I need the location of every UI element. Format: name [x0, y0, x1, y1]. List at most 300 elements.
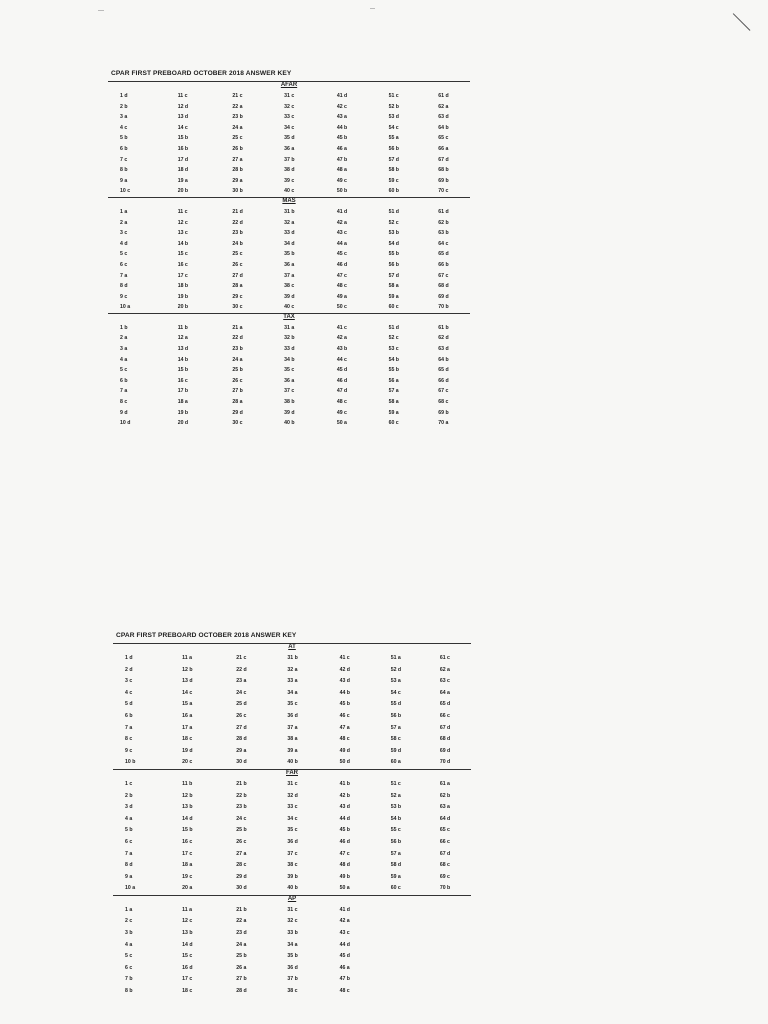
answer-entry: 37 a — [284, 272, 295, 279]
answer-entry: 70 c — [438, 188, 449, 195]
answer-entry: 31 b — [287, 655, 298, 661]
answer-entry: 8 c — [125, 736, 133, 743]
answer-entry: 54 b — [390, 815, 402, 822]
section-title: TAX — [283, 313, 295, 320]
answer-entry: 21 d — [232, 208, 243, 215]
answer-entry: 45 b — [336, 135, 348, 142]
answer-entry: 66 b — [438, 261, 449, 268]
answer-entry: 15 b — [177, 367, 189, 374]
answer-entry: 25 b — [236, 953, 247, 960]
answer-entry: 53 a — [390, 678, 401, 685]
answer-entry: 51 a — [390, 655, 401, 661]
answer-entry: 69 d — [439, 747, 451, 754]
answer-entry: 5 c — [120, 367, 128, 374]
answer-entry: 32 d — [287, 792, 298, 799]
answer-entry: 50 d — [339, 759, 350, 766]
answer-entry: 50 b — [336, 188, 348, 195]
answer-column — [369, 905, 420, 998]
answer-entry: 2 a — [120, 219, 128, 226]
section-header — [108, 81, 470, 91]
answer-entry: 24 a — [236, 941, 247, 948]
answer-entry: 42 a — [339, 918, 350, 925]
answer-entry: 47 b — [336, 156, 348, 163]
answer-grid — [113, 905, 471, 998]
answer-entry: 37 a — [287, 724, 298, 731]
answer-entry: 22 b — [236, 792, 247, 799]
answer-column — [266, 779, 317, 895]
answer-entry: 8 b — [125, 988, 133, 995]
answer-entry: 60 a — [390, 759, 401, 766]
answer-entry: 4 a — [125, 815, 133, 822]
answer-entry: 12 a — [177, 335, 188, 342]
answer-entry: 42 d — [339, 666, 350, 673]
answer-entry: 44 d — [339, 815, 350, 822]
answer-entry: 27 d — [236, 724, 247, 731]
answer-entry: 39 c — [284, 177, 295, 184]
answer-entry: 47 b — [339, 976, 350, 983]
answer-column — [420, 653, 471, 769]
answer-entry: 5 b — [120, 135, 128, 142]
answer-entry: 33 a — [287, 678, 298, 685]
answer-entry: 46 a — [336, 145, 347, 152]
answer-entry: 24 c — [236, 815, 247, 822]
answer-grid — [108, 207, 470, 313]
answer-entry: 30 b — [232, 188, 243, 195]
answer-entry: 48 c — [336, 399, 347, 406]
answer-entry: 3 a — [120, 114, 128, 121]
answer-entry: 47 d — [336, 388, 348, 395]
answer-entry: 29 c — [232, 293, 243, 300]
answer-entry: 51 c — [388, 93, 399, 99]
answer-entry: 26 c — [232, 261, 243, 268]
answer-entry: 54 d — [388, 240, 399, 247]
answer-entry: 14 b — [177, 240, 189, 247]
answer-entry: 22 a — [236, 918, 247, 925]
answer-entry: 4 a — [120, 356, 128, 363]
answer-column — [315, 91, 367, 197]
answer-column — [315, 323, 367, 429]
answer-entry: 12 b — [182, 666, 193, 673]
answer-entry: 34 c — [287, 815, 298, 822]
answer-column — [160, 207, 212, 313]
answer-entry: 1 a — [125, 906, 133, 913]
answer-entry: 40 b — [284, 420, 295, 427]
answer-entry: 25 b — [232, 367, 243, 374]
answer-entry: 1 d — [120, 93, 128, 99]
answer-column — [367, 207, 419, 313]
answer-entry: 6 b — [120, 145, 128, 152]
answer-entry: 6 b — [120, 377, 128, 384]
answer-column — [164, 905, 215, 998]
answer-entry: 24 a — [232, 124, 243, 131]
answer-entry: 41 d — [339, 906, 350, 913]
answer-entry: 69 b — [438, 177, 449, 184]
answer-entry: 22 d — [232, 335, 243, 342]
answer-entry: 48 c — [339, 988, 350, 995]
answer-entry: 58 b — [388, 167, 399, 174]
answer-entry: 3 c — [125, 678, 133, 685]
answer-entry: 16 a — [182, 712, 193, 719]
answer-entry: 54 c — [390, 689, 401, 696]
answer-entry: 26 a — [236, 964, 247, 971]
section-tax — [108, 313, 470, 429]
answer-entry: 47 a — [339, 724, 350, 731]
answer-entry: 26 c — [232, 377, 243, 384]
answer-entry: 33 c — [287, 804, 298, 811]
answer-entry: 38 c — [287, 988, 298, 995]
answer-entry: 68 c — [439, 862, 450, 869]
sheet-title: CPAR FIRST PREBOARD OCTOBER 2018 ANSWER KEY — [116, 632, 297, 639]
answer-entry: 32 b — [284, 335, 295, 342]
answer-entry: 62 d — [438, 335, 449, 342]
answer-entry: 14 b — [177, 356, 189, 363]
answer-entry: 48 a — [336, 167, 347, 174]
answer-entry: 21 b — [236, 906, 247, 913]
answer-entry: 23 b — [232, 114, 243, 121]
answer-entry: 41 d — [336, 93, 348, 99]
section-header — [108, 197, 470, 207]
answer-entry: 13 c — [177, 230, 188, 237]
answer-entry: 25 b — [236, 827, 247, 834]
answer-entry: 28 d — [236, 736, 247, 743]
answer-entry: 18 a — [182, 862, 193, 869]
answer-grid — [113, 653, 471, 769]
answer-entry: 15 b — [182, 827, 193, 834]
answer-entry: 16 b — [177, 145, 189, 152]
section-ap — [113, 895, 471, 998]
answer-entry: 68 d — [438, 283, 449, 290]
answer-entry: 46 c — [339, 712, 350, 719]
answer-entry: 69 c — [439, 873, 450, 880]
answer-entry: 59 a — [390, 873, 401, 880]
answer-entry: 19 c — [182, 873, 193, 880]
answer-entry: 67 c — [438, 388, 449, 395]
answer-entry: 13 b — [182, 930, 193, 937]
answer-entry: 34 c — [284, 124, 295, 131]
answer-entry: 19 a — [177, 177, 188, 184]
answer-entry: 53 b — [388, 230, 399, 237]
answer-entry: 5 c — [125, 953, 133, 960]
answer-entry: 13 d — [177, 114, 189, 121]
answer-entry: 65 d — [439, 701, 451, 708]
answer-entry: 1 a — [120, 208, 128, 215]
answer-entry: 46 d — [339, 838, 350, 845]
answer-entry: 39 d — [284, 293, 295, 300]
answer-entry: 6 b — [125, 712, 133, 719]
answer-entry: 53 b — [390, 804, 402, 811]
section-afar — [108, 81, 470, 197]
answer-entry: 67 c — [438, 272, 449, 279]
answer-entry: 64 b — [438, 124, 449, 131]
answer-entry: 40 b — [287, 759, 298, 766]
answer-entry: 68 c — [438, 399, 449, 406]
answer-entry: 4 c — [120, 124, 128, 131]
answer-entry: 49 a — [336, 293, 347, 300]
answer-entry: 46 a — [339, 964, 350, 971]
answer-entry: 31 c — [284, 93, 295, 99]
answer-entry: 49 c — [336, 177, 347, 184]
answer-entry: 6 c — [120, 261, 128, 268]
answer-entry: 61 d — [438, 93, 449, 99]
answer-entry: 34 b — [284, 356, 295, 363]
answer-entry: 62 b — [439, 792, 451, 799]
answer-entry: 26 c — [236, 838, 247, 845]
answer-entry: 28 d — [236, 988, 247, 995]
answer-column — [266, 653, 317, 769]
answer-entry: 56 b — [390, 838, 402, 845]
answer-entry: 3 a — [120, 346, 128, 353]
answer-entry: 48 c — [336, 283, 347, 290]
answer-entry: 58 c — [390, 736, 401, 743]
answer-entry: 17 c — [177, 272, 188, 279]
section-title: AFAR — [280, 82, 298, 88]
answer-entry: 61 d — [438, 208, 449, 215]
answer-column — [113, 905, 164, 998]
answer-entry: 65 d — [438, 251, 449, 258]
answer-entry: 51 c — [390, 780, 401, 787]
section-title: AP — [287, 895, 297, 902]
answer-entry: 35 c — [287, 701, 298, 708]
answer-column — [108, 91, 160, 197]
answer-column — [215, 653, 266, 769]
answer-entry: 63 d — [438, 346, 449, 353]
answer-entry: 20 b — [177, 188, 189, 195]
sheet-title: CPAR FIRST PREBOARD OCTOBER 2018 ANSWER KEY — [111, 70, 292, 77]
answer-entry: 37 b — [284, 156, 295, 163]
answer-entry: 47 c — [336, 272, 347, 279]
answer-entry: 43 b — [336, 346, 348, 353]
answer-entry: 46 d — [336, 261, 348, 268]
section-header — [113, 895, 471, 905]
answer-entry: 26 c — [236, 712, 247, 719]
answer-entry: 31 b — [284, 208, 295, 215]
answer-entry: 29 d — [232, 409, 243, 416]
answer-entry: 6 c — [125, 838, 133, 845]
answer-entry: 57 a — [390, 724, 401, 731]
answer-entry: 32 a — [287, 666, 298, 673]
answer-entry: 29 d — [236, 873, 247, 880]
answer-column — [211, 91, 263, 197]
answer-entry: 13 b — [182, 804, 193, 811]
answer-entry: 52 d — [390, 666, 402, 673]
answer-entry: 58 a — [388, 399, 399, 406]
section-at — [113, 643, 471, 769]
answer-entry: 10 c — [120, 188, 131, 195]
answer-key-sheet-1 — [108, 70, 470, 429]
answer-entry: 32 c — [287, 918, 298, 925]
answer-entry: 27 a — [232, 156, 243, 163]
section-mas — [108, 197, 470, 313]
answer-column — [418, 323, 470, 429]
answer-entry: 5 c — [120, 251, 128, 258]
answer-entry: 21 a — [232, 324, 243, 331]
answer-column — [215, 905, 266, 998]
answer-entry: 42 c — [336, 103, 347, 110]
answer-entry: 59 c — [388, 177, 399, 184]
answer-entry: 70 b — [438, 304, 449, 311]
answer-entry: 16 d — [182, 964, 193, 971]
answer-entry: 66 c — [439, 712, 450, 719]
answer-entry: 44 d — [339, 941, 350, 948]
answer-entry: 33 b — [287, 930, 298, 937]
answer-entry: 56 b — [390, 712, 402, 719]
answer-entry: 15 b — [177, 135, 189, 142]
answer-entry: 45 d — [339, 953, 350, 960]
answer-entry: 48 d — [339, 862, 350, 869]
answer-entry: 33 d — [284, 230, 295, 237]
answer-entry: 30 d — [236, 885, 247, 892]
answer-entry: 56 b — [388, 261, 399, 268]
answer-column — [263, 323, 315, 429]
answer-entry: 17 c — [182, 976, 193, 983]
answer-entry: 55 c — [390, 827, 401, 834]
answer-entry: 45 d — [336, 367, 348, 374]
answer-entry: 55 b — [388, 367, 399, 374]
answer-entry: 37 c — [287, 850, 298, 857]
answer-entry: 45 c — [336, 251, 347, 258]
answer-entry: 63 d — [438, 114, 449, 121]
answer-entry: 57 d — [388, 272, 399, 279]
answer-column — [315, 207, 367, 313]
answer-entry: 3 b — [125, 930, 133, 937]
answer-entry: 27 d — [232, 272, 243, 279]
answer-entry: 17 a — [182, 724, 193, 731]
answer-entry: 50 a — [336, 420, 347, 427]
answer-entry: 13 d — [182, 678, 193, 685]
answer-entry: 68 d — [439, 736, 451, 743]
answer-entry: 64 b — [438, 356, 449, 363]
answer-entry: 64 d — [439, 815, 451, 822]
answer-entry: 60 c — [388, 304, 399, 311]
answer-column — [263, 91, 315, 197]
answer-entry: 17 d — [177, 156, 189, 163]
answer-column — [164, 653, 215, 769]
answer-entry: 21 c — [232, 93, 243, 99]
answer-entry: 35 c — [284, 367, 295, 374]
section-title: AT — [288, 644, 296, 650]
answer-entry: 3 c — [120, 230, 128, 237]
answer-entry: 54 b — [388, 356, 399, 363]
answer-entry: 33 c — [284, 114, 295, 121]
answer-entry: 2 b — [120, 103, 128, 110]
answer-entry: 19 b — [177, 293, 189, 300]
answer-entry: 20 c — [182, 759, 193, 766]
answer-entry: 21 b — [236, 780, 247, 787]
section-header — [108, 313, 470, 323]
answer-entry: 13 d — [177, 346, 189, 353]
answer-entry: 22 d — [236, 666, 247, 673]
answer-entry: 8 b — [120, 167, 128, 174]
answer-entry: 59 a — [388, 293, 399, 300]
answer-entry: 38 c — [287, 862, 298, 869]
answer-entry: 1 d — [125, 655, 133, 661]
answer-entry: 14 d — [182, 815, 193, 822]
answer-entry: 66 d — [438, 377, 449, 384]
answer-entry: 67 d — [439, 850, 451, 857]
answer-column — [418, 91, 470, 197]
answer-entry: 63 b — [438, 230, 449, 237]
answer-entry: 23 a — [236, 678, 247, 685]
answer-entry: 5 d — [125, 701, 133, 708]
answer-entry: 49 b — [339, 873, 350, 880]
answer-entry: 16 c — [177, 261, 188, 268]
answer-entry: 44 b — [339, 689, 350, 696]
answer-entry: 40 c — [284, 304, 295, 311]
answer-entry: 39 b — [287, 873, 298, 880]
answer-entry: 41 c — [339, 655, 350, 661]
answer-entry: 43 c — [339, 930, 350, 937]
answer-entry: 2 b — [125, 792, 133, 799]
answer-entry: 24 b — [232, 240, 243, 247]
answer-entry: 10 a — [125, 885, 136, 892]
answer-entry: 70 b — [439, 885, 451, 892]
answer-entry: 60 c — [390, 885, 401, 892]
answer-entry: 30 c — [232, 304, 243, 311]
sheet-sections — [108, 81, 470, 429]
answer-entry: 1 c — [125, 780, 133, 787]
answer-entry: 55 b — [388, 251, 399, 258]
answer-entry: 62 a — [439, 666, 450, 673]
answer-entry: 18 b — [177, 283, 189, 290]
answer-entry: 60 c — [388, 420, 399, 427]
answer-entry: 64 a — [439, 689, 450, 696]
answer-entry: 7 a — [125, 850, 133, 857]
answer-entry: 12 c — [182, 918, 193, 925]
answer-entry: 14 c — [177, 124, 188, 131]
answer-entry: 42 b — [339, 792, 350, 799]
answer-entry: 26 b — [232, 145, 243, 152]
answer-entry: 40 b — [287, 885, 298, 892]
answer-entry: 45 b — [339, 701, 350, 708]
answer-entry: 11 a — [182, 655, 192, 661]
answer-grid — [108, 91, 470, 197]
answer-column — [367, 91, 419, 197]
answer-entry: 9 d — [120, 409, 128, 416]
answer-entry: 35 d — [284, 135, 295, 142]
answer-entry: 20 a — [182, 885, 193, 892]
answer-entry: 7 a — [120, 388, 128, 395]
answer-entry: 42 a — [336, 219, 347, 226]
answer-entry: 9 a — [125, 873, 133, 880]
section-title: FAR — [286, 769, 298, 776]
answer-entry: 23 b — [232, 230, 243, 237]
answer-entry: 44 b — [336, 124, 348, 131]
answer-column — [113, 653, 164, 769]
answer-entry: 11 b — [182, 780, 193, 787]
answer-entry: 70 d — [439, 759, 451, 766]
answer-entry: 36 d — [287, 712, 298, 719]
answer-entry: 24 c — [236, 689, 247, 696]
answer-entry: 69 b — [438, 409, 449, 416]
answer-column — [266, 905, 317, 998]
answer-entry: 9 c — [120, 293, 128, 300]
answer-grid — [113, 779, 471, 895]
answer-entry: 23 b — [232, 346, 243, 353]
answer-entry: 18 a — [177, 399, 188, 406]
answer-entry: 29 a — [236, 747, 247, 754]
answer-entry: 17 b — [177, 388, 189, 395]
answer-entry: 65 c — [439, 827, 450, 834]
answer-entry: 32 a — [284, 219, 295, 226]
answer-entry: 34 a — [287, 941, 298, 948]
answer-entry: 70 a — [438, 420, 449, 427]
answer-entry: 27 a — [236, 850, 247, 857]
answer-entry: 17 c — [182, 850, 193, 857]
answer-entry: 58 a — [388, 283, 399, 290]
answer-entry: 25 c — [232, 135, 243, 142]
answer-grid — [108, 323, 470, 429]
answer-entry: 19 b — [177, 409, 189, 416]
